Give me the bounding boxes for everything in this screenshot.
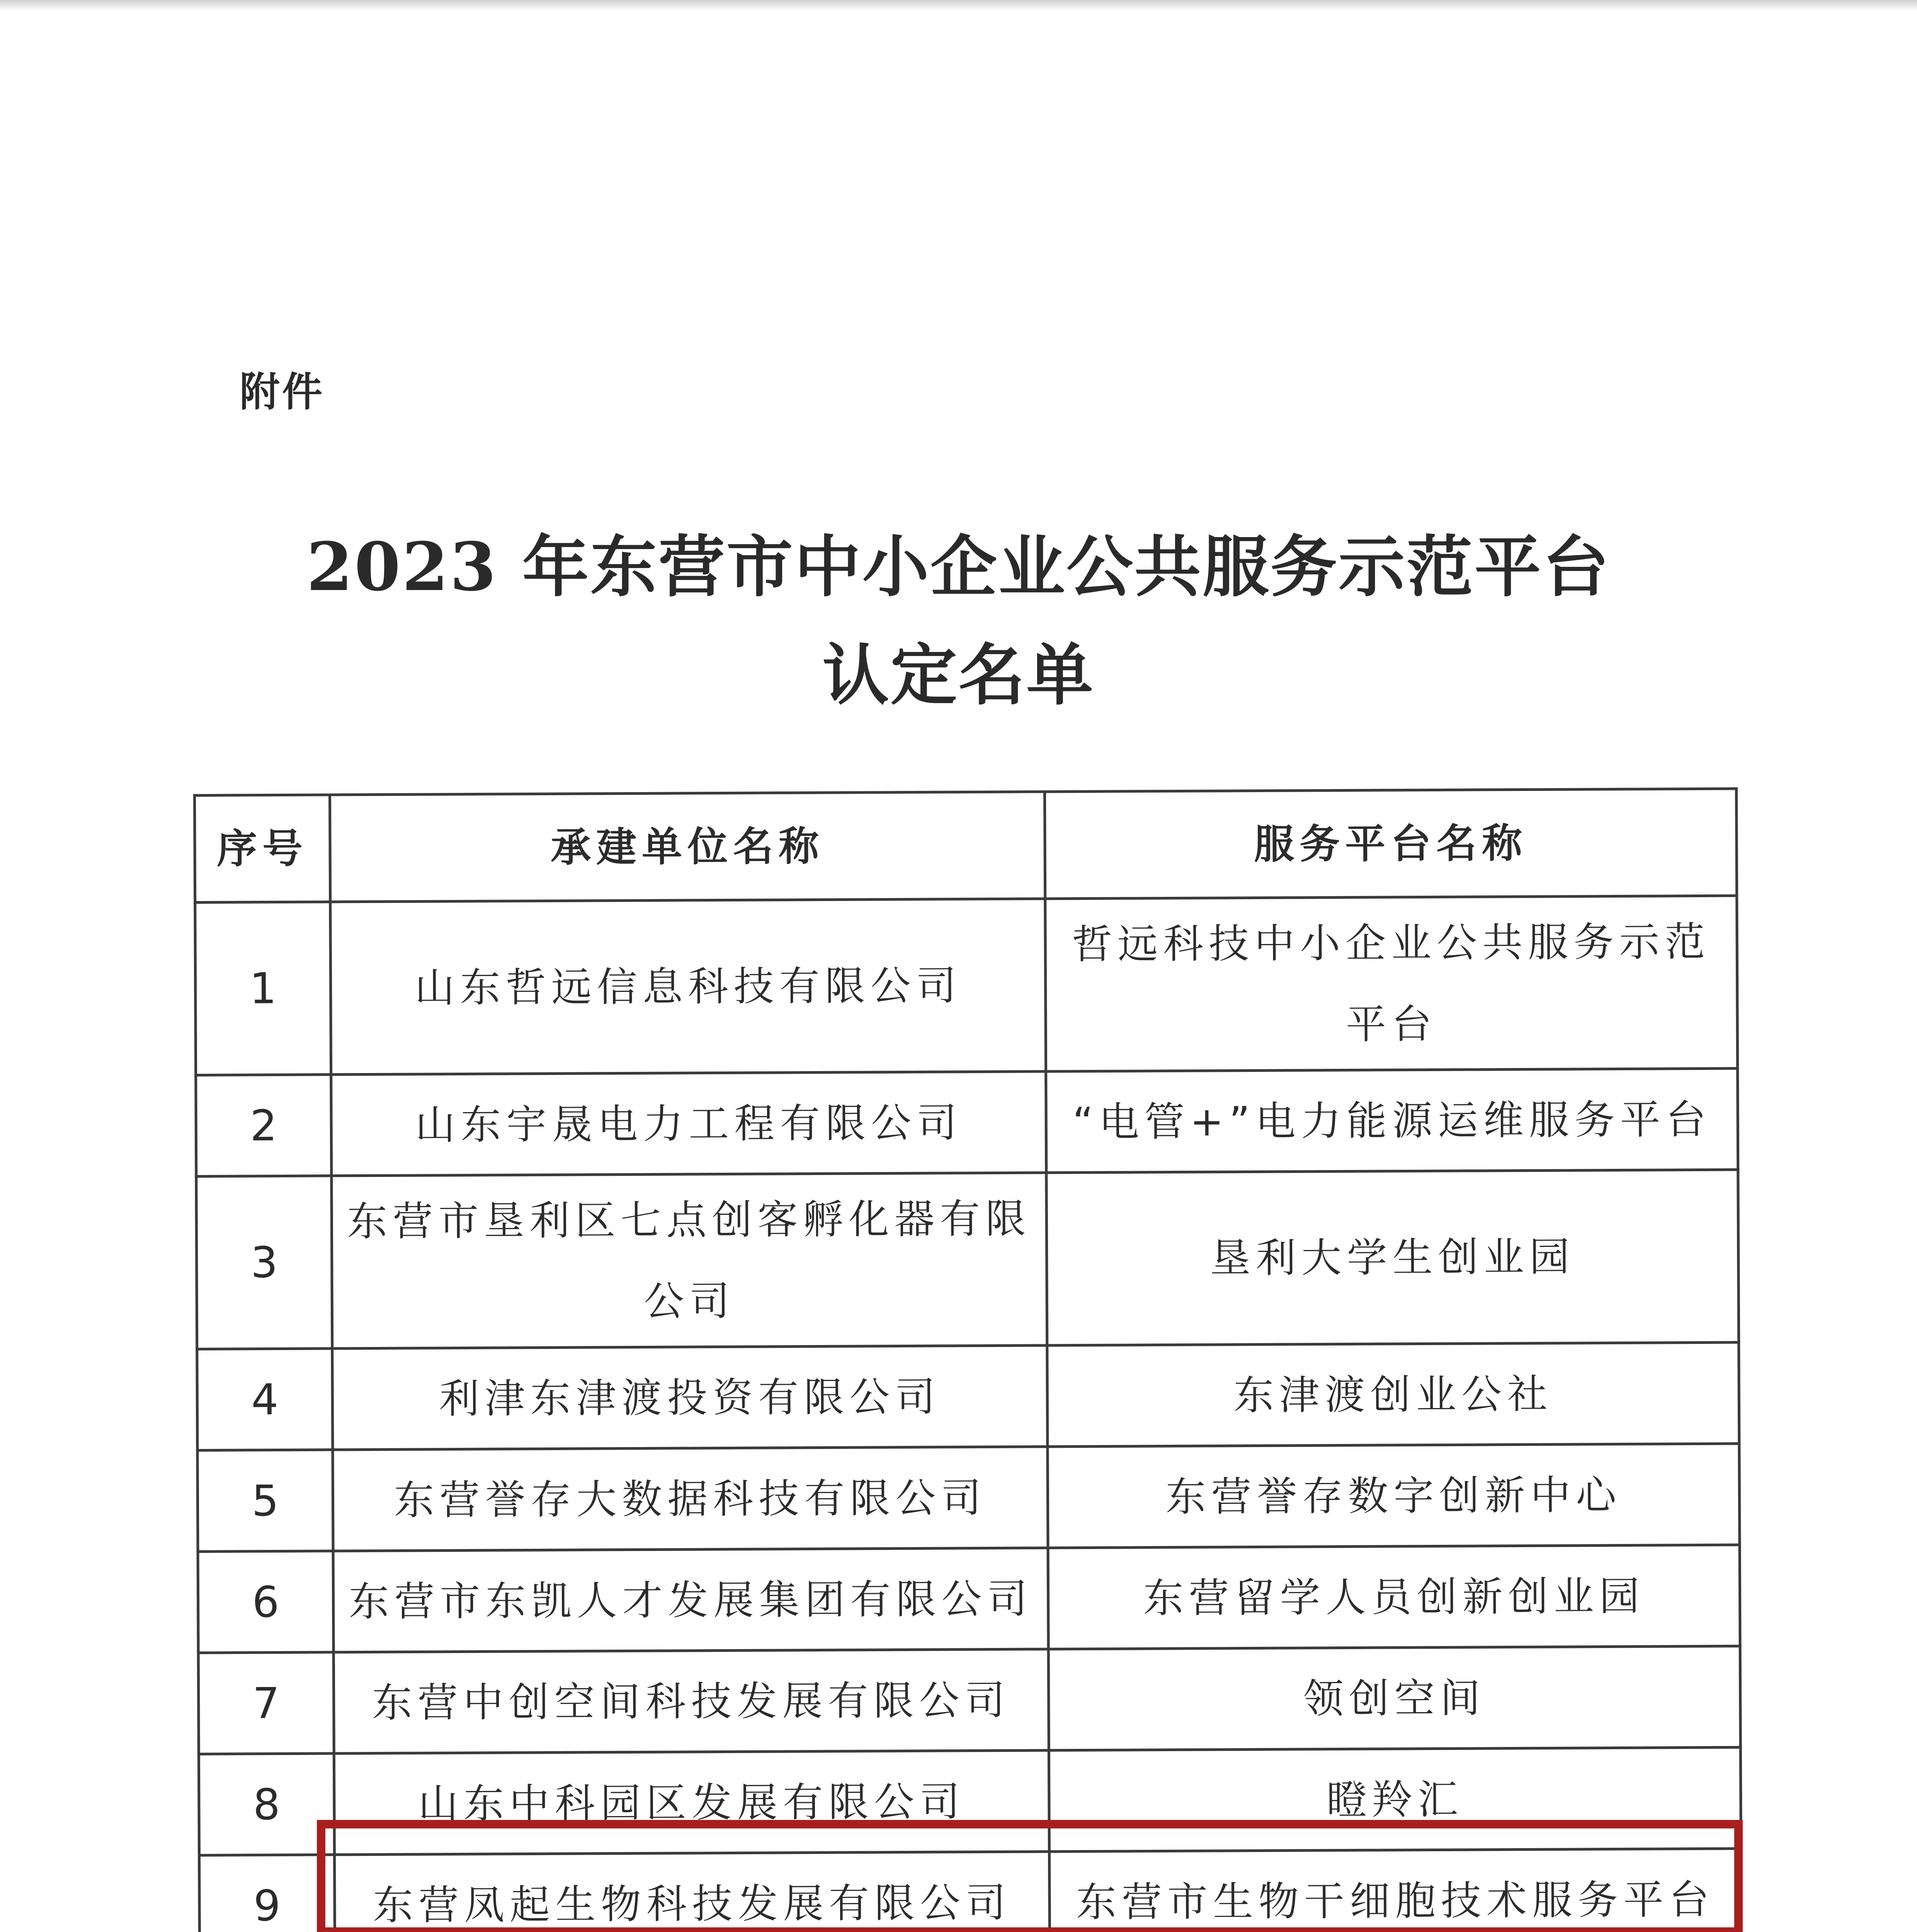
row-index: 4 [197, 1349, 333, 1451]
row-index: 2 [196, 1075, 332, 1177]
table-row [198, 1646, 1740, 1754]
table-row [196, 1170, 1739, 1349]
header-unit-name: 承建单位名称 [330, 792, 1045, 902]
row-index: 5 [197, 1450, 333, 1552]
row-index: 6 [198, 1551, 333, 1653]
row-platform-name: 东津渡创业公社 [1047, 1342, 1739, 1447]
row-platform-name: 哲远科技中小企业公共服务示范平台 [1045, 896, 1738, 1071]
row-platform-name: 垦利大学生创业园 [1046, 1170, 1739, 1345]
header-index: 序号 [195, 795, 330, 903]
table-row [197, 1342, 1739, 1450]
row-index: 7 [198, 1652, 334, 1754]
row-platform-name: 领创空间 [1048, 1646, 1740, 1750]
row-index: 8 [199, 1753, 334, 1855]
scan-edge [0, 0, 1917, 11]
row-platform-name: 东营留学人员创新创业园 [1048, 1545, 1740, 1649]
table-row [196, 1068, 1738, 1176]
row-index: 1 [195, 902, 331, 1075]
attachment-label: 附件 [240, 368, 325, 415]
row-platform-name: 东营市生物干细胞技术服务平台 [1049, 1849, 1741, 1932]
table-row [195, 896, 1738, 1075]
row-unit-name: 利津东津渡投资有限公司 [332, 1345, 1048, 1450]
row-unit-name: 山东中科园区发展有限公司 [334, 1750, 1049, 1855]
row-platform-name: 东营誉存数字创新中心 [1048, 1444, 1740, 1548]
table-row [197, 1444, 1740, 1551]
row-platform-name: 瞪羚汇 [1049, 1747, 1741, 1852]
recognition-list-table [193, 787, 1744, 1932]
document-title-line1: 2023 年东营市中小企业公共服务示范平台 [306, 527, 1611, 606]
row-index: 3 [196, 1176, 332, 1349]
row-unit-name: 东营中创空间科技发展有限公司 [333, 1649, 1049, 1753]
document-title-line2: 认定名单 [822, 636, 1095, 714]
row-unit-name: 东营誉存大数据科技有限公司 [333, 1447, 1048, 1551]
row-unit-name: 东营市垦利区七点创客孵化器有限公司 [332, 1173, 1047, 1349]
row-9-highlight-box [317, 1820, 1743, 1932]
row-unit-name: 东营凤起生物科技发展有限公司 [334, 1852, 1050, 1932]
table-row [198, 1545, 1740, 1653]
row-platform-name: “电管+”电力能源运维服务平台 [1046, 1068, 1738, 1173]
row-unit-name: 山东宇晟电力工程有限公司 [331, 1071, 1046, 1176]
row-unit-name: 山东哲远信息科技有限公司 [330, 899, 1046, 1075]
row-unit-name: 东营市东凯人才发展集团有限公司 [333, 1548, 1048, 1652]
row-index: 9 [199, 1855, 335, 1932]
header-platform-name: 服务平台名称 [1044, 789, 1737, 899]
table-header-row [195, 789, 1737, 902]
